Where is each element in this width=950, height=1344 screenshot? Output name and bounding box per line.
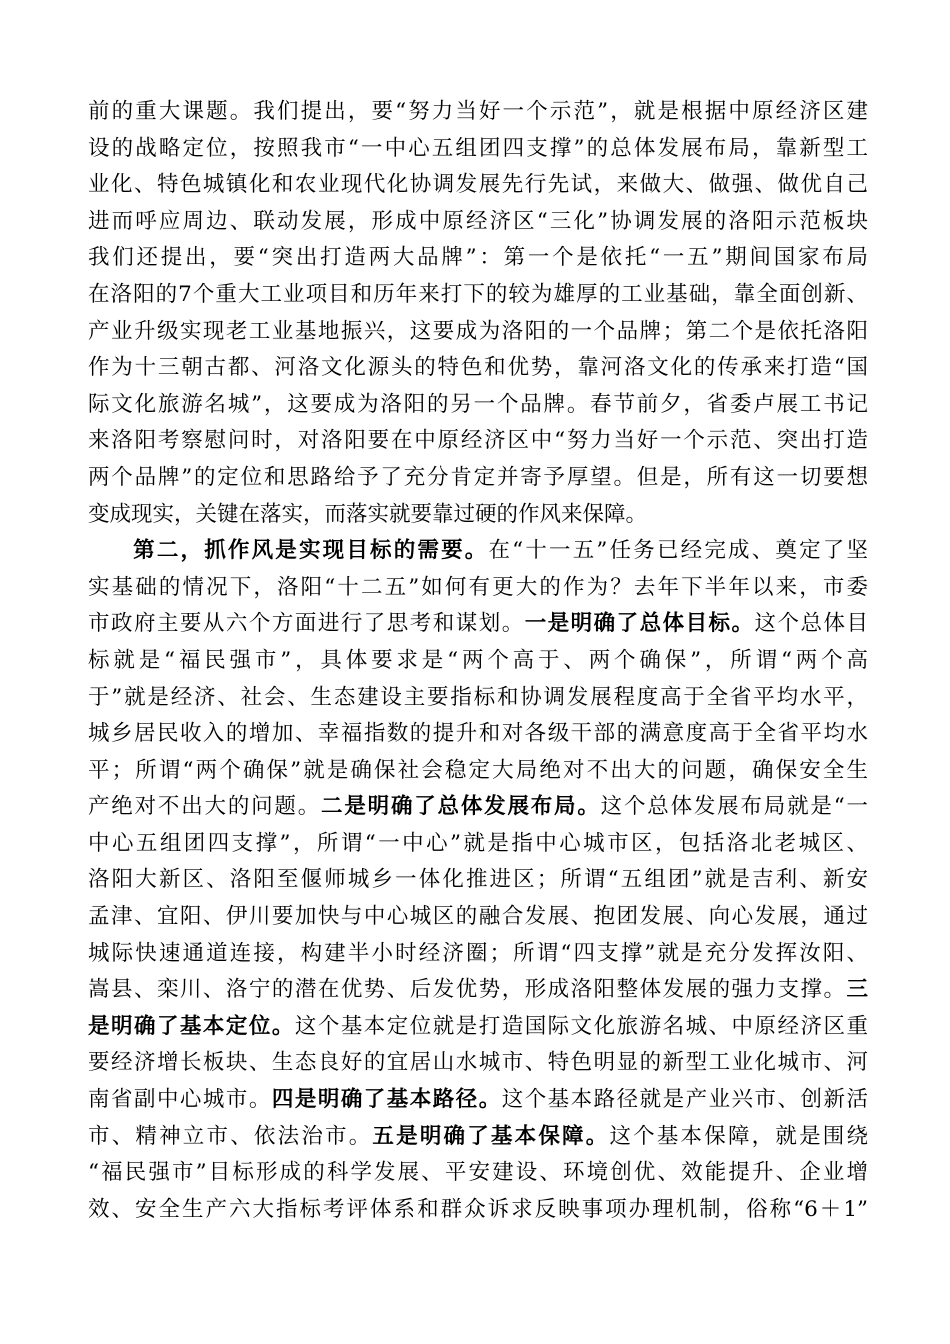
point-five-heading: 五是明确了基本保障。 — [372, 1123, 610, 1149]
text-line: 城际快速通道连接，构建半小时经济圈；所谓“四支撑”就是充分发挥汝阳、 — [88, 940, 868, 966]
point-four-heading: 四是明确了基本路径。 — [271, 1087, 502, 1113]
text-line: 中心五组团四支撑”，所谓“一中心”就是指中心城市区，包括洛北老城区、 — [88, 830, 868, 856]
point-one-heading: 一是明确了总体目标。 — [524, 611, 755, 637]
text-run: 在“十一五”任务已经完成、奠定了坚 — [488, 538, 868, 564]
text-line — [88, 1119, 868, 1156]
text-line: 要经济增长板块、生态良好的宜居山水城市、特色明显的新型工业化城市、河 — [88, 1050, 868, 1076]
text-line: 效、安全生产六大指标考评体系和群众诉求反映事项办理机制，俗称“6＋1” — [88, 1196, 868, 1222]
text-line: 平；所谓“两个确保”就是确保社会稳定大局绝对不出大的问题，确保安全生 — [88, 757, 868, 783]
text-line — [88, 1082, 868, 1119]
text-line: 孟津、宜阳、伊川要加快与中心城区的融合发展、抱团发展、向心发展，通过 — [88, 904, 868, 930]
text-run: 这个基本保障，就是围绕 — [609, 1123, 868, 1149]
text-line: “福民强市”目标形成的科学发展、平安建设、环境创优、效能提升、企业增 — [88, 1160, 868, 1186]
text-line: 设的战略定位，按照我市“一中心五组团四支撑”的总体发展布局，靠新型工 — [88, 135, 868, 161]
text-run: 这个基本路径就是产业兴市、创新活 — [501, 1087, 868, 1113]
point-three-heading-start: 三 — [846, 977, 868, 1003]
text-run: 产绝对不出大的问题。 — [88, 794, 322, 820]
text-line: 在洛阳的7个重大工业项目和历年来打下的较为雄厚的工业基础，靠全面创新、 — [88, 281, 868, 307]
text-run: 嵩县、栾川、洛宁的潜在优势、后发优势，形成洛阳整体发展的强力支撑。 — [88, 977, 847, 1003]
text-line: 实基础的情况下，洛阳“十二五”如何有更大的作为？去年下半年以来，市委 — [88, 574, 868, 600]
body-text — [88, 94, 868, 1228]
text-run: 市政府主要从六个方面进行了思考和谋划。 — [88, 611, 525, 637]
text-line: 我们还提出，要“突出打造两大品牌”：第一个是依托“一五”期间国家布局 — [88, 245, 868, 271]
text-line: 标就是“福民强市”，具体要求是“两个高于、两个确保”，所谓“两个高 — [88, 647, 868, 673]
point-three-heading-end: 是明确了基本定位。 — [88, 1013, 295, 1039]
text-line: 进而呼应周边、联动发展，形成中原经济区“三化”协调发展的洛阳示范板块 — [88, 208, 868, 234]
text-line: 业化、特色城镇化和农业现代化协调发展先行先试，来做大、做强、做优自己 — [88, 172, 868, 198]
text-line: 城乡居民收入的增加、幸福指数的提升和对各级干部的满意度高于全省平均水 — [88, 721, 868, 747]
text-line — [88, 1009, 868, 1046]
text-line: 前的重大课题。我们提出，要“努力当好一个示范”，就是根据中原经济区建 — [88, 99, 868, 124]
text-run: 这个基本定位就是打造国际文化旅游名城、中原经济区重 — [294, 1013, 868, 1039]
text-line: 产业升级实现老工业基地振兴，这要成为洛阳的一个品牌；第二个是依托洛阳 — [88, 318, 868, 344]
text-line — [88, 972, 868, 1009]
text-run: 南省副中心城市。 — [88, 1087, 272, 1113]
text-line: 变成现实，关键在落实，而落实就要靠过硬的作风来保障。 — [88, 501, 648, 527]
text-line — [88, 606, 868, 643]
text-line: 于”就是经济、社会、生态建设主要指标和协调发展程度高于全省平均水平， — [88, 684, 868, 710]
text-run: 市、精神立市、依法治市。 — [88, 1123, 373, 1149]
point-two-heading: 二是明确了总体发展布局。 — [321, 794, 601, 820]
text-line: 两个品牌”的定位和思路给予了充分肯定并寄予厚望。但是，所有这一切要想 — [88, 464, 868, 490]
text-line: 作为十三朝古都、河洛文化源头的特色和优势，靠河洛文化的传承来打造“国 — [88, 355, 868, 381]
text-line: 来洛阳考察慰问时，对洛阳要在中原经济区中“努力当好一个示范、突出打造 — [88, 428, 868, 454]
text-line — [88, 533, 868, 570]
text-run: 这个总体发展布局就是“一 — [600, 794, 868, 820]
text-line — [88, 789, 868, 826]
heading-second: 第二，抓作风是实现目标的需要。 — [131, 538, 489, 564]
text-line: 际文化旅游名城”，这要成为洛阳的另一个品牌。春节前夕，省委卢展工书记 — [88, 391, 868, 417]
text-run: 这个总体目 — [754, 611, 868, 637]
text-line: 洛阳大新区、洛阳至偃师城乡一体化推进区；所谓“五组团”就是吉利、新安 — [88, 867, 868, 893]
